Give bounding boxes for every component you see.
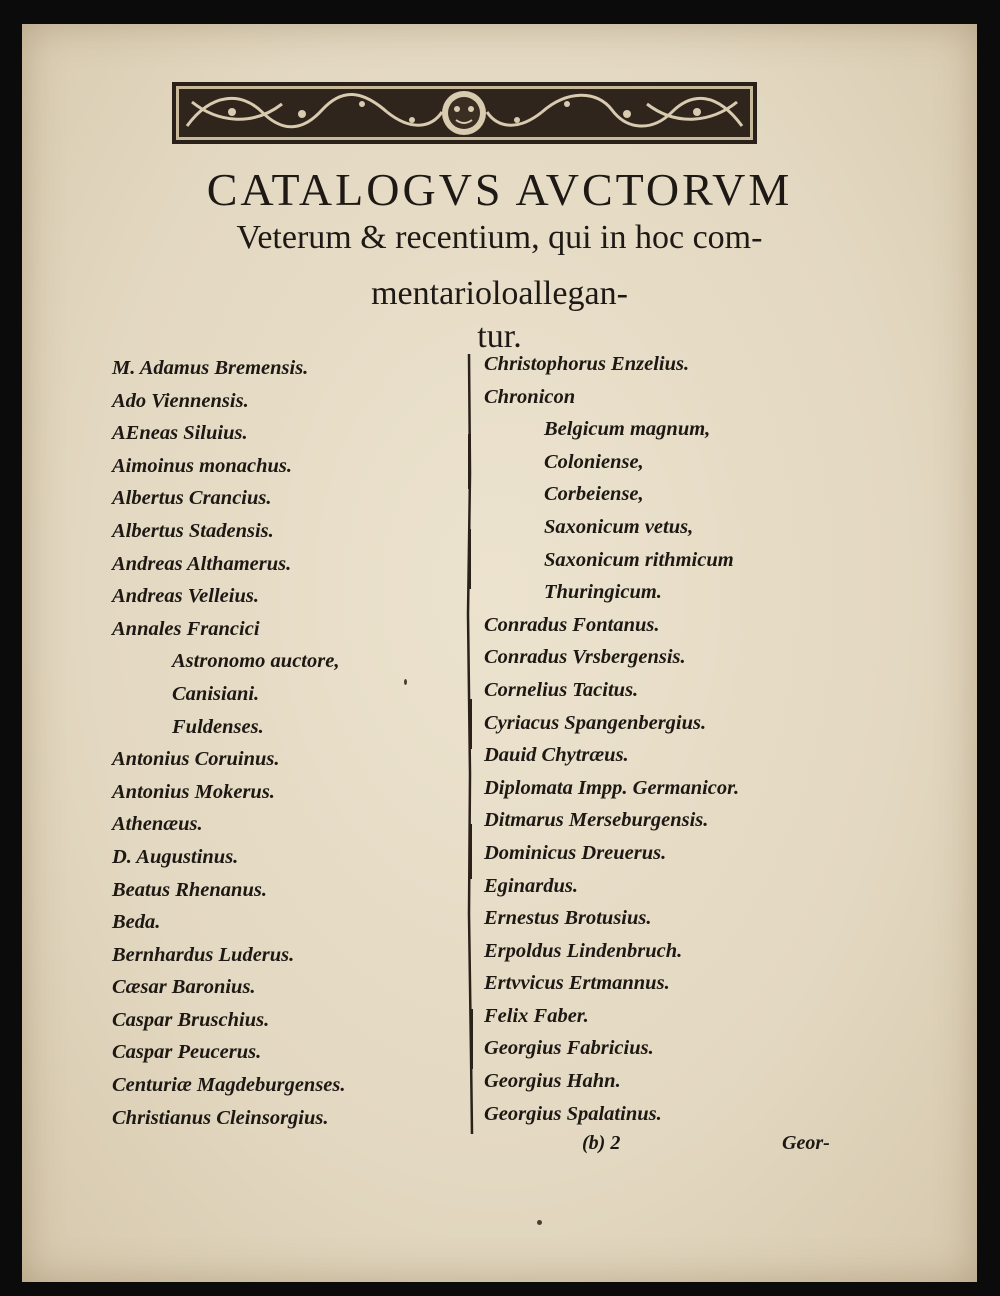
author-entry: Conradus Vrsbergensis.	[484, 646, 686, 669]
book-page	[22, 24, 977, 1282]
subtitle-line-2: mentarioloallegan-	[371, 275, 628, 312]
author-entry: Ditmarus Merseburgensis.	[484, 809, 709, 832]
author-entry: Christianus Cleinsorgius.	[112, 1106, 329, 1129]
author-entry: Bernhardus Luderus.	[112, 943, 295, 966]
author-entry: Caspar Peucerus.	[112, 1041, 262, 1064]
author-entry: Diplomata Impp. Germanicor.	[484, 776, 740, 799]
headpiece-ornament-icon	[172, 82, 757, 144]
author-entry: Christophorus Enzelius.	[484, 353, 690, 375]
author-entry: Fuldenses.	[172, 715, 264, 738]
author-entry: Eginardus.	[484, 874, 579, 897]
author-entry: Caspar Bruschius.	[112, 1008, 270, 1031]
author-entry: Georgius Hahn.	[484, 1070, 621, 1093]
subtitle-line-3: tur.	[477, 318, 522, 355]
author-entry: Antonius Coruinus.	[112, 748, 280, 771]
column-divider-rule	[466, 354, 474, 1134]
author-entry: Cornelius Tacitus.	[484, 678, 639, 701]
author-entry: AEneas Siluius.	[112, 422, 248, 445]
author-entry: Felix Faber.	[484, 1004, 589, 1027]
author-entry: Beatus Rhenanus.	[112, 878, 267, 901]
author-entry: Ernestus Brotusius.	[484, 907, 652, 930]
ink-speck	[537, 1220, 542, 1225]
author-entry: Coloniense,	[544, 450, 644, 473]
author-entry: Conradus Fontanus.	[484, 613, 660, 636]
author-entry: Cæsar Baronius.	[112, 976, 256, 999]
author-entry: Beda.	[112, 911, 161, 934]
author-entry: Georgius Spalatinus.	[484, 1102, 662, 1125]
author-entry: Erpoldus Lindenbruch.	[484, 939, 683, 962]
author-entry: Astronomo auctore,	[172, 650, 340, 673]
author-list-right	[484, 348, 739, 1130]
ink-speck	[404, 679, 407, 685]
author-entry: Andreas Velleius.	[112, 585, 259, 608]
author-entry: M. Adamus Bremensis.	[112, 357, 309, 379]
author-entry: Albertus Crancius.	[112, 487, 272, 510]
author-entry: Chronicon	[484, 385, 576, 408]
author-entry: Georgius Fabricius.	[484, 1037, 654, 1060]
author-entry: Cyriacus Spangenbergius.	[484, 711, 707, 734]
author-entry: Albertus Stadensis.	[112, 519, 274, 542]
author-entry: D. Augustinus.	[112, 845, 239, 868]
author-entry: Saxonicum rithmicum	[544, 548, 734, 571]
author-entry: Annales Francici	[112, 617, 260, 640]
author-entry: Andreas Althamerus.	[112, 552, 292, 575]
page-title: CATALOGVS AVCTORVM	[206, 164, 793, 215]
author-entry: Athenæus.	[112, 813, 203, 836]
author-entry: Dominicus Dreuerus.	[484, 841, 667, 864]
subtitle-line-1: Veterum & recentium, qui in hoc com-	[236, 219, 763, 256]
author-entry: Aimoinus monachus.	[112, 454, 293, 477]
signature-mark: (b) 2	[582, 1132, 621, 1154]
author-entry: Belgicum magnum,	[544, 418, 711, 441]
author-entry: Dauid Chytræus.	[484, 744, 629, 767]
author-entry: Centuriæ Magdeburgenses.	[112, 1074, 346, 1097]
catchword: Geor-	[782, 1132, 830, 1154]
author-list-left	[112, 352, 346, 1134]
author-entry: Ertvvicus Ertmannus.	[484, 972, 670, 995]
author-entry: Canisiani.	[172, 682, 260, 705]
author-entry: Antonius Mokerus.	[112, 780, 275, 803]
author-entry: Saxonicum vetus,	[544, 515, 694, 538]
author-entry: Ado Viennensis.	[112, 389, 249, 412]
author-entry: Thuringicum.	[544, 581, 662, 604]
author-entry: Corbeiense,	[544, 483, 644, 506]
